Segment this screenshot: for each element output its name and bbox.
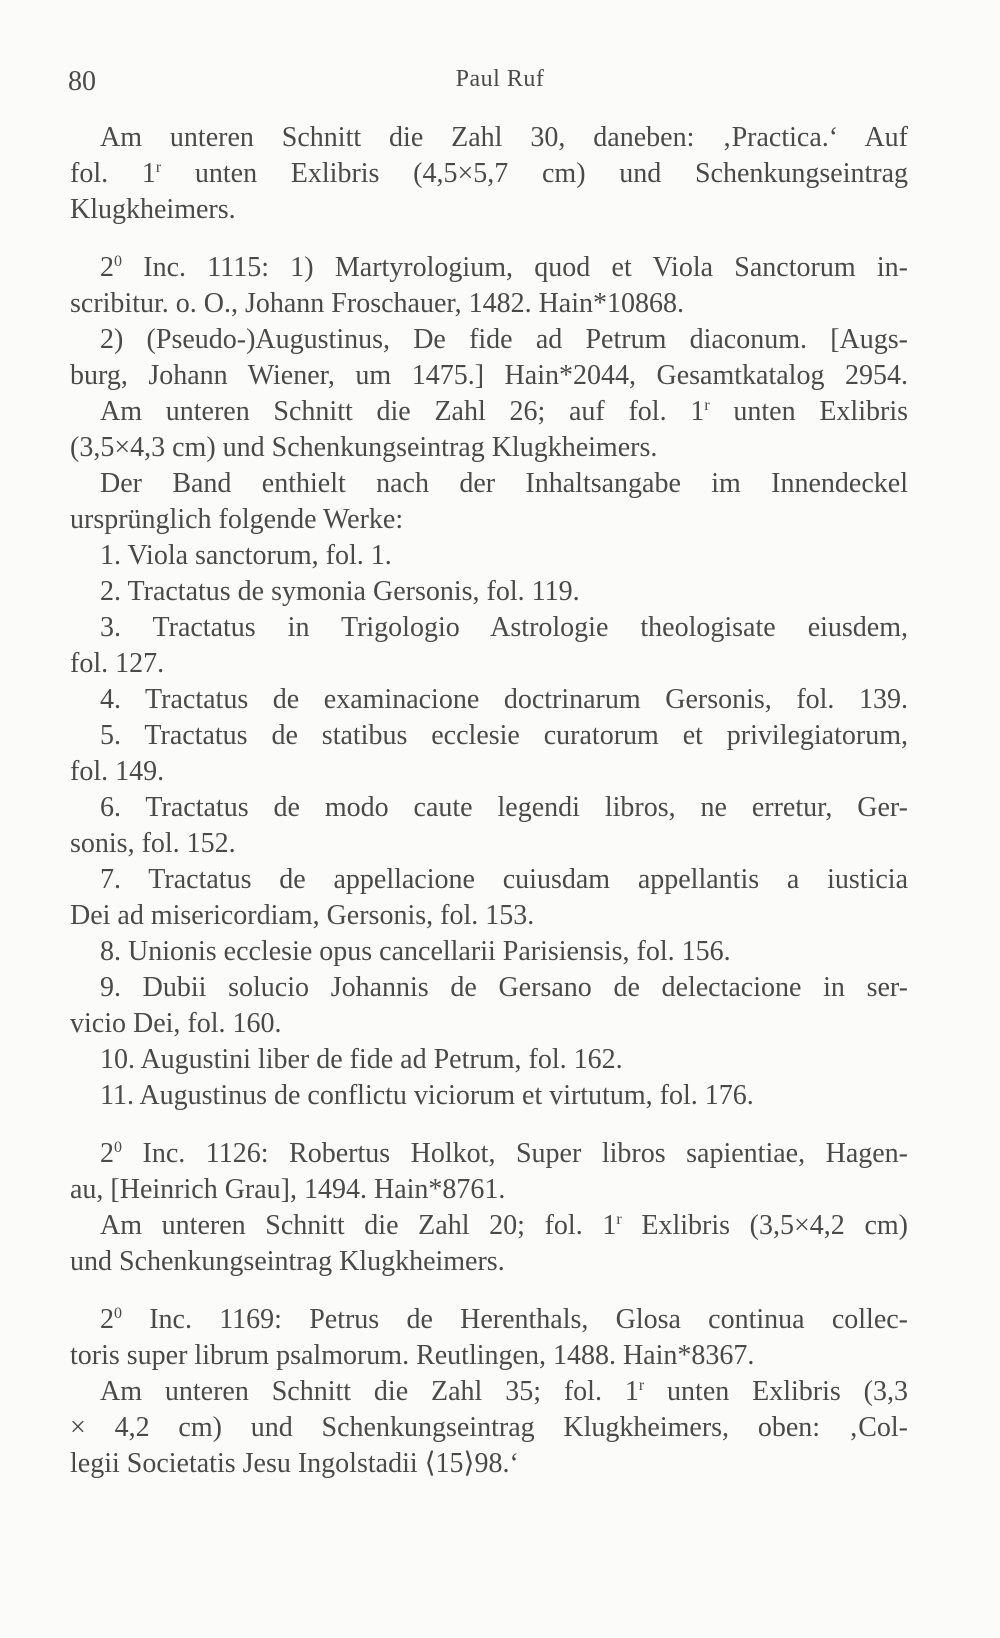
text-line xyxy=(70,1136,908,1172)
page-body xyxy=(70,120,908,1482)
text-line: 5. Tractatus de statibus ecclesie curatorum et privilegiatorum, xyxy=(100,720,908,751)
text-line: Klugkheimers. xyxy=(70,194,236,225)
text-line: 10. Augustini liber de fide ad Petrum, fol. 162. xyxy=(100,1044,623,1075)
text-line: burg, Johann Wiener, um 1475.] Hain*2044, Gesamtkatalog 2954. xyxy=(70,360,908,391)
text-line: (3,5×4,3 cm) und Schenkungseintrag Klugkheimers. xyxy=(70,432,658,463)
text-segment: Inc. 1115: 1) Martyrologium, quod et Viola Sanctorum in- xyxy=(122,252,908,283)
superscript: r xyxy=(638,1377,645,1394)
text-line: und Schenkungseintrag Klugkheimers. xyxy=(70,1246,505,1277)
text-line: Der Band enthielt nach der Inhaltsangabe im Innendeckel xyxy=(100,468,908,499)
superscript: 0 xyxy=(114,1305,122,1322)
text-line: au, [Heinrich Grau], 1494. Hain*8761. xyxy=(70,1174,506,1205)
text-line: toris super librum psalmorum. Reutlingen, 1488. Hain*8367. xyxy=(70,1340,755,1371)
paragraph-gap xyxy=(70,1280,908,1302)
text-line xyxy=(70,1208,908,1244)
text-segment: Am unteren Schnitt die Zahl 35; fol. 1 xyxy=(100,1376,639,1407)
text-segment: Exlibris (3,5×4,2 cm) xyxy=(621,1210,908,1241)
text-segment: Am unteren Schnitt die Zahl 26; auf fol. 1 xyxy=(100,396,705,427)
text-line xyxy=(70,156,908,192)
text-segment: 2 xyxy=(100,1304,114,1335)
superscript: 0 xyxy=(114,1139,122,1156)
text-segment: unten Exlibris (4,5×5,7 cm) und Schenkungseintrag xyxy=(161,158,909,189)
text-segment: 2 xyxy=(100,1138,114,1169)
paragraph-gap xyxy=(70,1114,908,1136)
text-segment: unten Exlibris xyxy=(709,396,908,427)
superscript: r xyxy=(704,397,710,414)
text-line: 4. Tractatus de examinacione doctrinarum Gersonis, fol. 139. xyxy=(100,684,908,715)
text-segment: Inc. 1126: Robertus Holkot, Super libros sapientiae, Hagen- xyxy=(122,1138,908,1169)
text-line: fol. 149. xyxy=(70,756,165,787)
text-line: 2) (Pseudo-)Augustinus, De fide ad Petrum diaconum. [Augs- xyxy=(100,324,908,355)
text-line: 7. Tractatus de appellacione cuiusdam appellantis a iusticia xyxy=(100,864,908,895)
paragraph-gap xyxy=(70,228,908,250)
text-line xyxy=(70,1302,908,1338)
text-line: legii Societatis Jesu Ingolstadii ⟨15⟩98.‘ xyxy=(70,1448,519,1479)
superscript: r xyxy=(616,1211,622,1228)
text-line: 3. Tractatus in Trigologio Astrologie theologisate eiusdem, xyxy=(100,612,908,643)
text-segment: Inc. 1169: Petrus de Herenthals, Glosa continua collec- xyxy=(122,1304,908,1335)
superscript: 0 xyxy=(114,253,122,270)
text-segment: Am unteren Schnitt die Zahl 20; fol. 1 xyxy=(100,1210,617,1241)
text-line: 6. Tractatus de modo caute legendi libros, ne erretur, Ger- xyxy=(100,792,908,823)
text-line: sonis, fol. 152. xyxy=(70,828,236,859)
text-line: 8. Unionis ecclesie opus cancellarii Parisiensis, fol. 156. xyxy=(100,936,731,967)
text-line: 2. Tractatus de symonia Gersonis, fol. 119. xyxy=(100,576,580,607)
text-line: vicio Dei, fol. 160. xyxy=(70,1008,282,1039)
text-line: Am unteren Schnitt die Zahl 30, daneben: ‚Practica.‘ Auf xyxy=(100,122,908,153)
text-line: 11. Augustinus de conflictu viciorum et virtutum, fol. 176. xyxy=(100,1080,754,1111)
page-header xyxy=(0,66,1000,102)
page-number: 80 xyxy=(68,66,96,97)
superscript: r xyxy=(155,159,162,176)
text-line: scribitur. o. O., Johann Froschauer, 1482. Hain*10868. xyxy=(70,288,685,319)
text-line: fol. 127. xyxy=(70,648,165,679)
text-segment: 2 xyxy=(100,252,114,283)
text-line: 1. Viola sanctorum, fol. 1. xyxy=(100,540,392,571)
text-line xyxy=(70,394,908,430)
text-segment: unten Exlibris (3,3 xyxy=(644,1376,908,1407)
running-head: Paul Ruf xyxy=(455,66,545,92)
text-line: Dei ad misericordiam, Gersonis, fol. 153. xyxy=(70,900,535,931)
text-line: × 4,2 cm) und Schenkungseintrag Klugkheimers, oben: ‚Col- xyxy=(70,1412,908,1443)
text-line: 9. Dubii solucio Johannis de Gersano de delectacione in ser- xyxy=(100,972,908,1003)
text-line: ursprünglich folgende Werke: xyxy=(70,504,404,535)
text-line xyxy=(70,250,908,286)
text-segment: fol. 1 xyxy=(70,158,156,189)
text-line xyxy=(70,1374,908,1410)
